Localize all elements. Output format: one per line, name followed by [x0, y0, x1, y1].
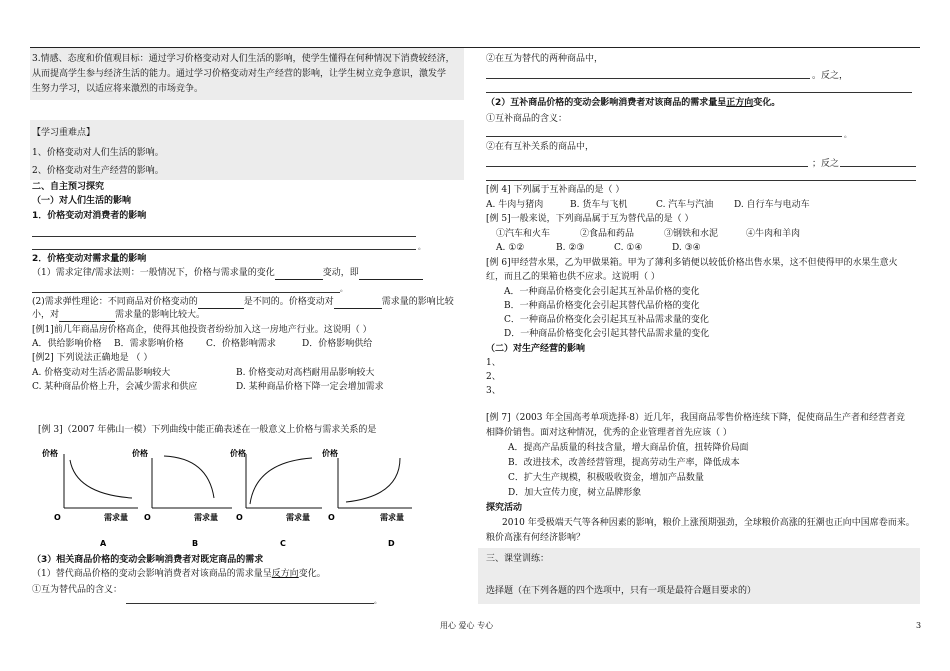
chart-c-curve — [250, 458, 312, 504]
example-2-option-c: C. 某种商品价格上升，会减少需求和供应 — [32, 382, 198, 392]
chart-d-ylabel: 价格 — [322, 449, 338, 458]
example-1-option-a: A．供给影响价格 — [32, 339, 102, 349]
example-5-option-b: B. ②③ — [556, 243, 585, 253]
production-point-2: 2、 — [486, 372, 501, 382]
example-6-option-c: C．一种商品价格变化会引起其互补品需求量的变化 — [504, 315, 709, 325]
example-5-option-a: A. ①② — [496, 243, 525, 253]
answer-line — [486, 166, 808, 167]
demand-law-line: （1）需求定律/需求法则：一般情况下，价格与需求量的变化 变动，即 — [32, 266, 423, 280]
example-1-option-d: D．价格影响供给 — [302, 339, 373, 349]
answer-line — [32, 249, 416, 250]
answer-line — [486, 136, 842, 137]
example-6-line1: [例 6]甲经营水果，乙为甲做果箱。甲为了薄利多销便以较低价格出售水果，这不但使得甲的水果生意火 — [486, 258, 898, 268]
chart-d-letter: D — [388, 539, 395, 548]
example-7-option-a: A．提高产品质量的科技含量，增大商品价值，扭转降价局面 — [508, 443, 749, 453]
production-point-3: 3、 — [486, 386, 501, 396]
example-4-option-c: C. 汽车与汽油 — [656, 200, 714, 210]
item-1-heading: 1．价格变动对消费者的影响 — [32, 211, 147, 221]
chart-c-letter: C — [280, 539, 286, 548]
substitute-definition: ①互为替代品的含义： — [32, 585, 123, 595]
key-item-2: 2、价格变动对生产经营的影响。 — [32, 166, 164, 176]
example-6-option-d: D．一种商品价格变化会引起其替代品需求量的变化 — [504, 329, 710, 339]
chart-c-ylabel: 价格 — [230, 449, 246, 458]
item-2-heading: 2．价格变动对需求量的影响 — [32, 254, 147, 264]
complement-heading: （2）互补商品价格的变动会影响消费者对该商品的需求量呈正方向变化。 — [486, 98, 781, 108]
answer-line — [32, 236, 416, 237]
example-4-option-d: D. 自行车与电动车 — [734, 200, 810, 210]
example-5-item-4: ④牛肉和羊肉 — [746, 229, 801, 239]
substitute-converse: 。反之， — [812, 71, 849, 81]
production-subsection-heading: （二）对生产经营的影响 — [486, 344, 586, 354]
answer-line — [840, 166, 916, 167]
example-5-option-c: C. ①④ — [614, 243, 643, 253]
example-7-line1: [例 7]（2003 年全国高考单项选择·8）近几年，我国商品零售价格连续下降，促使商品生产者和经营者竞 — [486, 413, 905, 423]
answer-line — [32, 292, 340, 293]
page-number: 3 — [916, 621, 922, 630]
complement-converse: ；反之 — [812, 159, 840, 169]
chart-a-curve — [70, 460, 132, 498]
example-6-line2: 红，而且乙的果箱也供不应求。这说明（ ） — [486, 272, 660, 282]
complement-definition: ①互补商品的含义： — [486, 114, 568, 124]
footer-motto: 用心 爱心 专心 — [440, 621, 494, 630]
chart-b-origin: O — [144, 513, 151, 522]
answer-line — [126, 603, 374, 604]
chart-b-curve — [164, 456, 214, 498]
example-6-option-b: B．一种商品价格变化会引起其替代品价格的变化 — [504, 301, 700, 311]
chart-a-origin: O — [54, 513, 61, 522]
explore-heading: 探究活动 — [486, 503, 523, 513]
example-5-item-2: ②食品和药品 — [580, 229, 635, 239]
key-title: 【学习重难点】 — [32, 128, 96, 138]
example-2-option-a: A. 价格变动对生活必需品影响较大 — [32, 368, 171, 378]
example-5-option-d: D. ③④ — [672, 243, 701, 253]
explore-text-line2: 粮价高涨有何经济影响？ — [486, 533, 586, 543]
chart-b-ylabel: 价格 — [132, 449, 148, 458]
example-1-option-b: B．需求影响价格 — [114, 339, 184, 349]
chart-d-curve — [346, 458, 400, 502]
chart-c-origin: O — [236, 513, 243, 522]
example-7-line2: 相降价销售。面对这种情况，优秀的企业管理者首先应该（ ） — [486, 428, 732, 438]
answer-line — [486, 92, 912, 93]
section-3-heading: 三、课堂训练： — [486, 554, 550, 564]
substitute-case: ②在互为替代的两种商品中， — [486, 54, 604, 64]
answer-line — [486, 180, 916, 181]
substitute-line: （1）替代商品价格的变动会影响消费者对该商品的需求量呈反方向变化。 — [32, 569, 326, 579]
chart-d-xlabel: 需求量 — [380, 513, 404, 522]
chart-b-xlabel: 需求量 — [194, 513, 218, 522]
answer-line — [486, 78, 810, 79]
example-6-option-a: A．一种商品价格变化会引起其互补品价格的变化 — [504, 287, 700, 297]
example-2: [例2] 下列说法正确地是 （ ） — [32, 353, 153, 363]
example-5: [例 5]一般来说，下列商品属于互为替代品的是（ ） — [486, 214, 694, 224]
chart-a — [42, 448, 138, 522]
chart-a-letter: A — [100, 539, 107, 548]
chart-a-ylabel: 价格 — [42, 449, 58, 458]
section-2-heading: 二、自主预习探究 — [32, 182, 105, 192]
example-5-item-3: ③钢铁和水泥 — [664, 229, 719, 239]
elasticity-line-2: 小，对 需求量的影响比较大。 — [32, 310, 206, 320]
chart-a-xlabel: 需求量 — [104, 513, 128, 522]
example-3: [例 3]（2007 年佛山一模）下列曲线中能正确表述在一般意义上价格与需求关系的是 — [38, 425, 377, 435]
example-7-option-d: D．加大宣传力度，树立品牌形象 — [508, 488, 642, 498]
chart-c — [230, 448, 322, 522]
curve-charts — [40, 444, 460, 552]
goal3-line3: 生努力学习，以适应将来激烈的市场竞争。 — [32, 84, 204, 94]
key-item-1: 1、价格变动对人们生活的影响。 — [32, 148, 164, 158]
example-7-option-b: B．改进技术，改善经营管理，提高劳动生产率，降低成本 — [508, 458, 740, 468]
elasticity-line-1: (2)需求弹性理论：不同商品对价格变动的 是不同的。价格变动对 需求量的影响比较 — [32, 297, 454, 307]
subsection-1-heading: （一）对人们生活的影响 — [32, 196, 132, 206]
chart-b — [132, 448, 232, 522]
example-1-option-c: C．价格影响需求 — [206, 339, 276, 349]
complement-case: ②在有互补关系的商品中， — [486, 142, 595, 152]
chart-b-letter: B — [192, 539, 199, 548]
example-4-option-a: A. 牛肉与猪肉 — [486, 200, 544, 210]
goal3-line1: 3.情感、态度和价值观目标：通过学习价格变动对人们生活的影响，使学生懂得在何种情况下消费较经济， — [32, 54, 455, 64]
subsection-3-heading: （3）相关商品价格的变动会影响消费者对既定商品的需求 — [32, 555, 264, 565]
production-point-1: 1、 — [486, 358, 501, 368]
example-7-option-c: C．扩大生产规模，积极吸收资金，增加产品数量 — [508, 473, 704, 483]
example-5-item-1: ①汽车和火车 — [496, 229, 551, 239]
example-2-option-d: D. 某种商品价格下降一定会增加需求 — [236, 382, 384, 392]
chart-d-origin: O — [328, 513, 335, 522]
example-2-option-b: B. 价格变动对高档耐用品影响较大 — [236, 368, 375, 378]
example-4: [例 4] 下列属于互补商品的是（ ） — [486, 185, 625, 195]
goal3-line2: 从而提高学生参与经济生活的能力。通过学习价格变动对生产经营的影响，让学生树立竞争意识，激发学 — [32, 69, 447, 79]
explore-text-line1: 2010 年受极端天气等各种因素的影响，粮价上涨预期强劲，全球粮价高涨的狂潮也正向中国席卷而来。 — [502, 518, 915, 528]
chart-d — [322, 448, 412, 522]
chart-c-xlabel: 需求量 — [286, 513, 310, 522]
choice-instructions: 选择题（在下列各题的四个选项中，只有一项是最符合题目要求的） — [486, 586, 757, 596]
example-1: [例1]前几年商品房价格高企，使得其他投资者纷纷加入这一房地产行业。这说明（ ） — [32, 325, 372, 335]
example-4-option-b: B. 货车与飞机 — [570, 200, 628, 210]
